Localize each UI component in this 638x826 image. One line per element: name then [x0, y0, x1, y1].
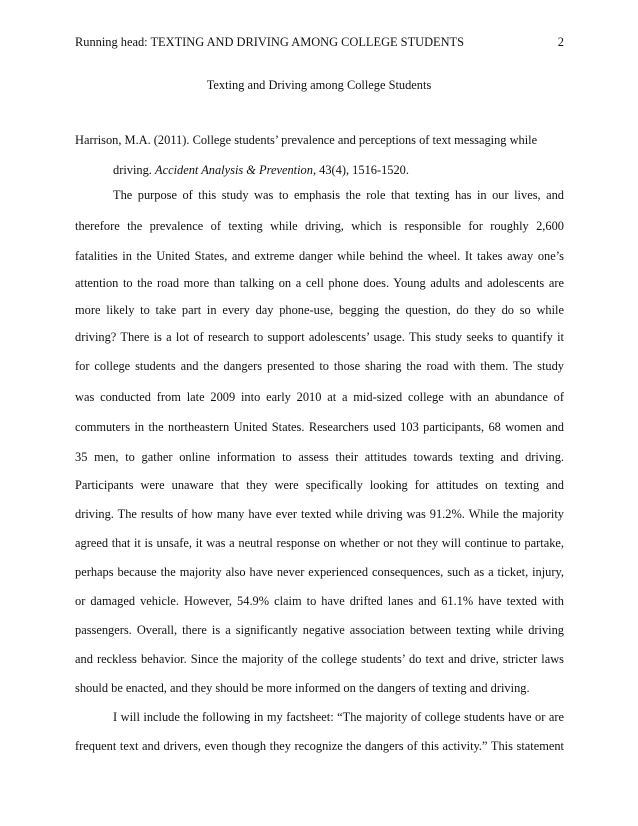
citation-line-2: [113, 162, 409, 178]
body-line: 35 men, to gather online information to assess their attitudes towards texting and driving.: [75, 450, 564, 464]
body-line: should be enacted, and they should be more informed on the dangers of texting and driving.: [75, 681, 530, 695]
body-line: perhaps because the majority also have never experienced consequences, such as a ticket, injury,: [75, 565, 564, 579]
body-line: I will include the following in my factsheet: “The majority of college students have or are: [113, 710, 564, 724]
body-line: or damaged vehicle. However, 54.9% claim to have drifted lanes and 61.1% have texted with: [75, 594, 564, 608]
citation-text: 43(4), 1516-1520.: [316, 163, 409, 177]
body-line: frequent text and drivers, even though they recognize the dangers of this activity.” This statement: [75, 739, 564, 753]
body-line: and reckless behavior. Since the majority of the college students’ do text and drive, stricter laws: [75, 652, 564, 666]
journal-name: Accident Analysis & Prevention,: [155, 163, 317, 177]
body-line: passengers. Overall, there is a significantly negative association between texting while driving: [75, 623, 564, 637]
running-head: Running head: TEXTING AND DRIVING AMONG COLLEGE STUDENTS: [75, 35, 465, 49]
body-line: Participants were unaware that they were specifically looking for attitudes on texting and: [75, 478, 564, 492]
body-line: therefore the prevalence of texting while driving, which is responsible for roughly 2,600: [75, 219, 564, 233]
body-line: attention to the road more than talking on a cell phone does. Young adults and adolescents are: [75, 276, 564, 290]
citation-text: driving.: [113, 163, 155, 177]
page-number: 2: [557, 35, 564, 49]
body-line: for college students and the dangers presented to those sharing the road with them. The study: [75, 359, 564, 373]
body-line: driving. The results of how many have ever texted while driving was 91.2%. While the majority: [75, 507, 564, 521]
body-line: driving? There is a lot of research to support adolescents’ usage. This study seeks to quantify it: [75, 330, 564, 344]
body-line: agreed that it is unsafe, it was a neutral response on whether or not they will continue to partake,: [75, 536, 564, 550]
body-line: commuters in the northeastern United States. Researchers used 103 participants, 68 women and: [75, 420, 564, 434]
paper-title: Texting and Driving among College Students: [206, 78, 432, 92]
citation-line-1: Harrison, M.A. (2011). College students’ prevalence and perceptions of text messaging while: [75, 133, 538, 147]
body-line: fatalities in the United States, and extreme danger while behind the wheel. It takes away one’s: [75, 249, 564, 263]
body-line: was conducted from late 2009 into early 2010 at a mid-sized college with an abundance of: [75, 390, 564, 404]
body-line: more likely to take part in every day phone-use, begging the question, do they do so while: [75, 303, 564, 317]
body-line: The purpose of this study was to emphasis the role that texting has in our lives, and: [113, 188, 564, 202]
